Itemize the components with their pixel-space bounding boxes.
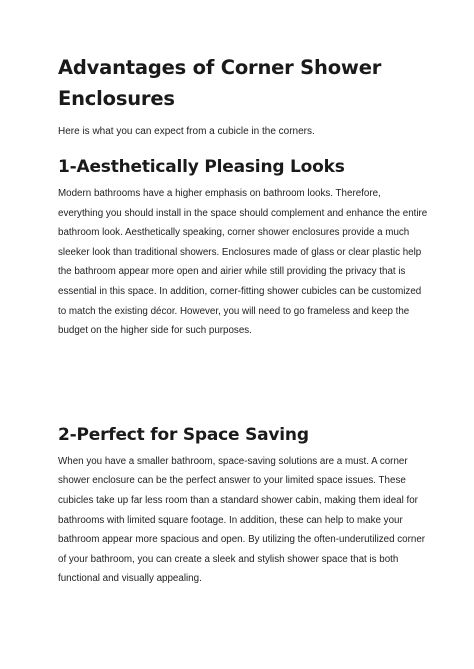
document-content (58, 52, 428, 589)
page-title: Advantages of Corner Shower Enclosures (58, 56, 382, 110)
section-heading-aesthetic: 1-Aesthetically Pleasing Looks (58, 157, 345, 177)
section-heading-space-saving: 2-Perfect for Space Saving (58, 424, 309, 445)
spacer (58, 341, 428, 423)
section-body-aesthetic: Modern bathrooms have a higher emphasis on bathroom looks. Therefore, everything you should install in the space should complement and enhance the entire bathroom look. Aesthetically speaking, corner shower enclosures provide a much sleeker look than traditional showers. Enclosures made of glass or clear plastic help the bathroom appear more open and airier while still providing the privacy that is essential in this space. In addition, corner-fitting shower cubicles can be customized to match the existing décor. However, you will need to go frameless and keep the budget on the higher side for such purposes. (58, 188, 428, 337)
section-body-space-saving: When you have a smaller bathroom, space-saving solutions are a must. A corner shower enclosure can be the perfect answer to your limited space issues. These cubicles take up far less room than a standard shower cabin, making them ideal for bathrooms with limited square footage. In addition, these can help to make your bathroom appear more spacious and open. By utilizing the often-underutilized corner of your bathroom, you can create a sleek and stylish shower space that is both functional and visually appealing. (58, 455, 426, 585)
intro-paragraph: Here is what you can expect from a cubicle in the corners. (58, 126, 315, 137)
